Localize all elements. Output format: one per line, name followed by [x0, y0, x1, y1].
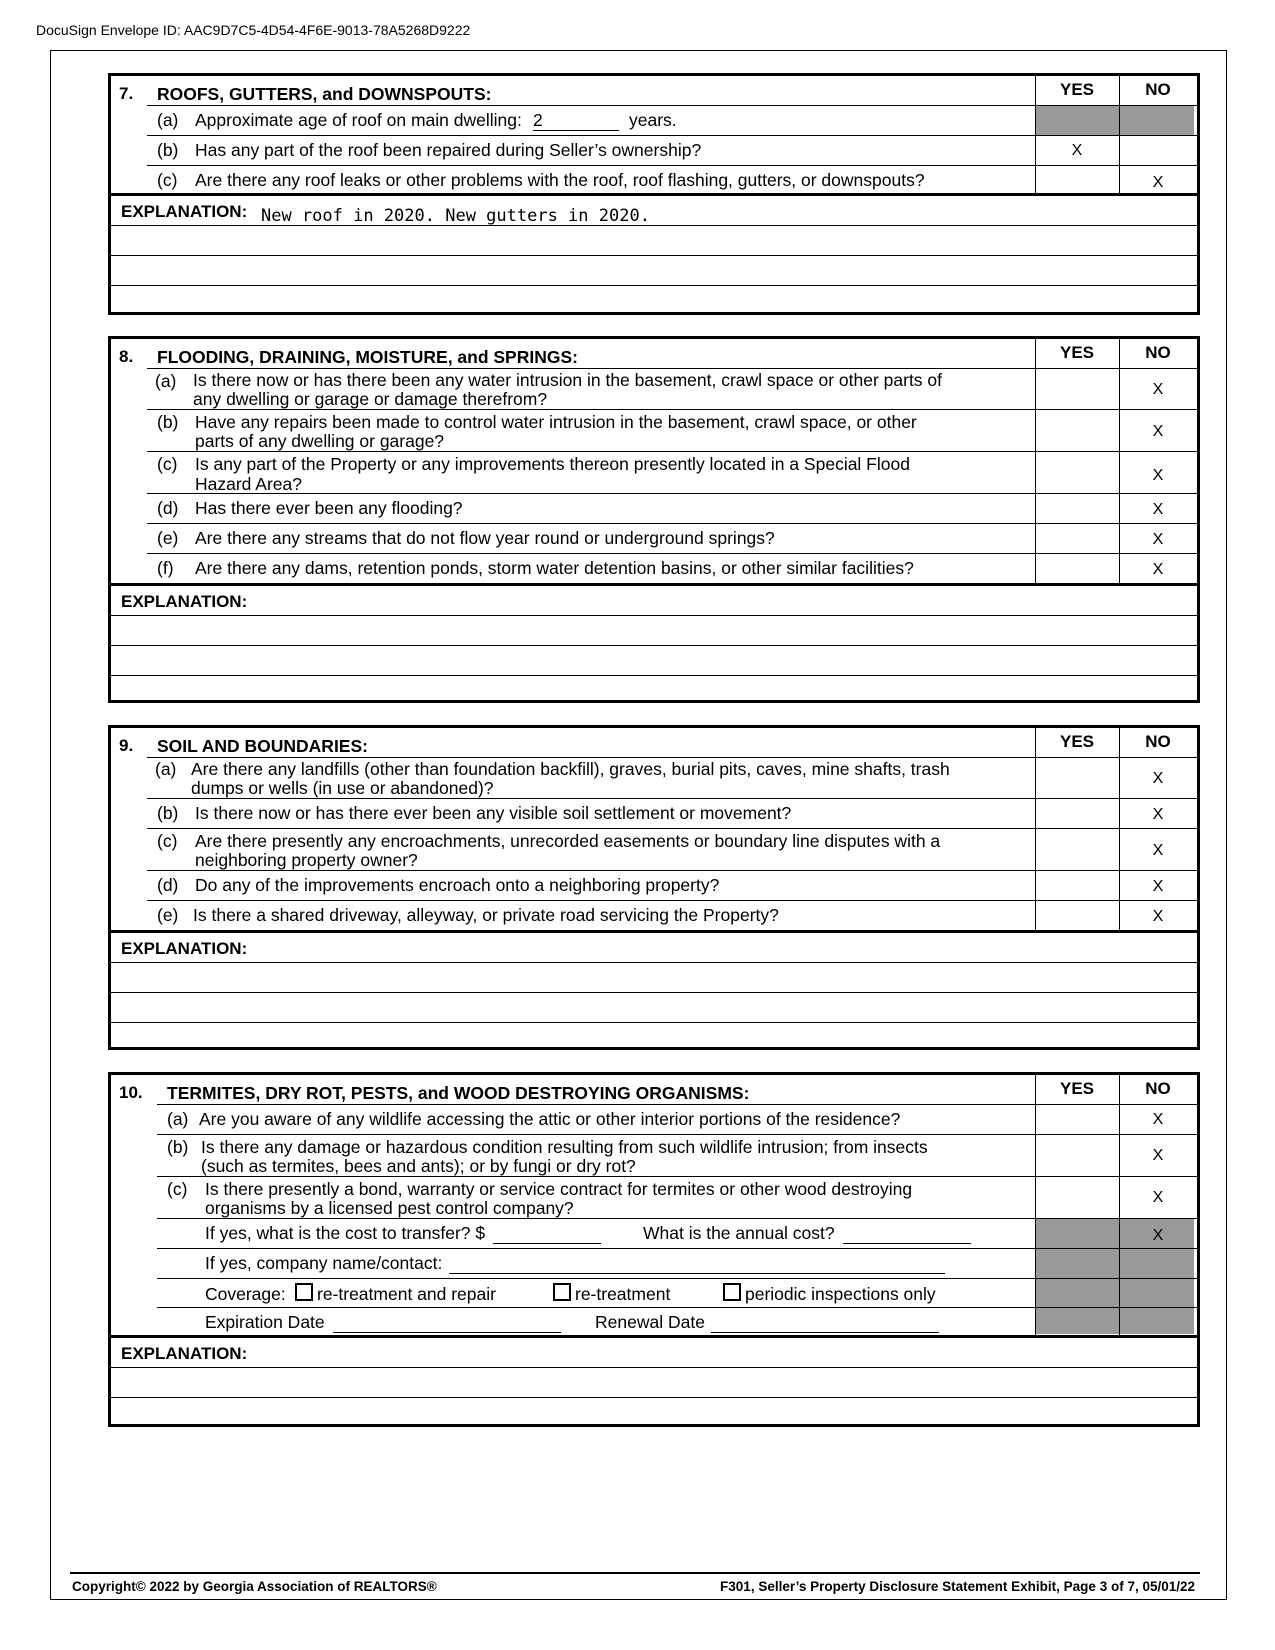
explanation-label: EXPLANATION:: [121, 1344, 248, 1363]
question-line: organisms by a licensed pest control company?: [205, 1198, 574, 1218]
section-title: TERMITES, DRY ROT, PESTS, and WOOD DESTROYING ORGANISMS:: [167, 1083, 750, 1103]
transfer-cost-label: If yes, what is the cost to transfer? $: [205, 1223, 486, 1243]
yes-header: YES: [1059, 1079, 1095, 1098]
item-letter: (b): [157, 140, 179, 160]
answer-no-mark[interactable]: X: [1152, 806, 1164, 823]
section-title: ROOFS, GUTTERS, and DOWNSPOUTS:: [157, 84, 492, 104]
coverage-option-periodic-inspections[interactable]: [723, 1283, 936, 1304]
roof-leaks-question: Are there any roof leaks or other problems with the roof, roof flashing, gutters, or downspouts?: [195, 170, 925, 190]
checkbox-icon[interactable]: [723, 1283, 741, 1301]
no-header: NO: [1145, 1079, 1171, 1098]
question-line: Are you aware of any wildlife accessing the attic or other interior portions of the residence?: [199, 1109, 901, 1129]
section-number: 9.: [119, 736, 134, 755]
checkbox-icon[interactable]: [295, 1283, 313, 1301]
question-line: Has there ever been any flooding?: [195, 498, 463, 518]
section-9: [108, 725, 1200, 1050]
question-line: Is there now or has there ever been any visible soil settlement or movement?: [195, 803, 792, 823]
coverage-option-label: re-treatment: [575, 1284, 671, 1304]
item-letter: (b): [167, 1137, 189, 1157]
section-title: FLOODING, DRAINING, MOISTURE, and SPRINGS:: [157, 347, 578, 367]
footer-divider: [70, 1572, 1200, 1574]
question-line: parts of any dwelling or garage?: [195, 431, 445, 451]
question-line: Is there now or has there been any water intrusion in the basement, crawl space or other parts of: [193, 370, 943, 390]
roof-age-field[interactable]: 2: [533, 110, 619, 131]
answer-no-mark[interactable]: X: [1152, 878, 1164, 895]
checkbox-icon[interactable]: [553, 1283, 571, 1301]
answer-no-mark[interactable]: X: [1152, 1189, 1164, 1206]
item-letter: (a): [155, 371, 177, 391]
coverage-label: Coverage:: [205, 1284, 286, 1304]
footer-copyright: Copyright© 2022 by Georgia Association of REALTORS®: [72, 1579, 437, 1594]
coverage-option-retreatment-repair[interactable]: [295, 1283, 496, 1304]
question-line: neighboring property owner?: [195, 850, 418, 870]
question-line: Have any repairs been made to control water intrusion in the basement, crawl space, or other: [195, 412, 917, 432]
footer-form-id: F301, Seller’s Property Disclosure Statement Exhibit, Page 3 of 7, 05/01/22: [720, 1579, 1195, 1594]
answer-no-mark[interactable]: X: [1152, 842, 1164, 859]
answer-no-mark[interactable]: X: [1152, 423, 1164, 440]
no-header: NO: [1145, 80, 1171, 99]
roof-repaired-yes-mark[interactable]: X: [1071, 142, 1083, 159]
explanation-label: EXPLANATION:: [121, 202, 248, 221]
coverage-option-retreatment[interactable]: [553, 1283, 670, 1304]
item-letter: (c): [157, 831, 178, 851]
answer-no-mark[interactable]: X: [1152, 1111, 1164, 1128]
question-line: dumps or wells (in use or abandoned)?: [191, 778, 494, 798]
question-line: Is there any damage or hazardous condition resulting from such wildlife intrusion; from insects: [201, 1137, 928, 1157]
renewal-date-field[interactable]: [711, 1312, 939, 1333]
item-letter: (c): [167, 1179, 188, 1199]
item-letter: (a): [155, 759, 177, 779]
question-line: (such as termites, bees and ants); or by fungi or dry rot?: [201, 1156, 636, 1176]
answer-no-mark[interactable]: X: [1152, 1147, 1164, 1164]
answer-no-mark[interactable]: X: [1152, 1227, 1164, 1244]
question-line: Is there presently a bond, warranty or service contract for termites or other wood destroying: [205, 1179, 913, 1199]
coverage-option-label: re-treatment and repair: [317, 1284, 496, 1304]
no-header: NO: [1145, 732, 1171, 751]
yes-header: YES: [1059, 732, 1095, 751]
explanation-label: EXPLANATION:: [121, 592, 248, 611]
item-letter: (d): [157, 875, 179, 895]
item-letter: (c): [157, 454, 178, 474]
item-letter: (e): [157, 528, 179, 548]
section-10: [108, 1072, 1200, 1427]
section-8: [108, 336, 1200, 703]
roof-age-label: Approximate age of roof on main dwelling:: [195, 110, 522, 130]
question-line: Are there any streams that do not flow year round or underground springs?: [195, 528, 775, 548]
item-letter: (f): [157, 558, 174, 578]
explanation-label: EXPLANATION:: [121, 939, 248, 958]
question-line: Are there any dams, retention ponds, storm water detention basins, or other similar facilities?: [195, 558, 914, 578]
annual-cost-label: What is the annual cost?: [643, 1223, 835, 1243]
item-letter: (b): [157, 803, 179, 823]
question-line: any dwelling or garage or damage therefrom?: [193, 389, 548, 409]
question-line: Do any of the improvements encroach onto a neighboring property?: [195, 875, 720, 895]
section-number: 8.: [119, 347, 134, 366]
question-line: Are there presently any encroachments, unrecorded easements or boundary line disputes with a: [195, 831, 941, 851]
answer-no-mark[interactable]: X: [1152, 908, 1164, 925]
company-contact-field[interactable]: [449, 1253, 945, 1274]
item-letter: (e): [157, 905, 179, 925]
renewal-date-label: Renewal Date: [595, 1312, 705, 1332]
answer-no-mark[interactable]: X: [1152, 467, 1164, 484]
roof-repaired-question: Has any part of the roof been repaired during Seller’s ownership?: [195, 140, 702, 160]
annual-cost-field[interactable]: [843, 1223, 971, 1244]
yes-header: YES: [1059, 343, 1095, 362]
answer-no-mark[interactable]: X: [1152, 501, 1164, 518]
item-letter: (b): [157, 412, 179, 432]
item-letter: (c): [157, 170, 178, 190]
section-number: 10.: [119, 1083, 143, 1102]
roof-leaks-no-mark[interactable]: X: [1152, 174, 1164, 191]
item-letter: (a): [157, 110, 179, 130]
item-letter: (a): [167, 1109, 189, 1129]
answer-no-mark[interactable]: X: [1152, 381, 1164, 398]
transfer-cost-field[interactable]: [493, 1223, 601, 1244]
expiration-date-field[interactable]: [333, 1312, 561, 1333]
section-7: [108, 73, 1200, 315]
shaded-cell: [1036, 106, 1194, 135]
company-contact-label: If yes, company name/contact:: [205, 1253, 443, 1273]
section-title: SOIL AND BOUNDARIES:: [157, 736, 368, 756]
yes-header: YES: [1059, 80, 1095, 99]
question-line: Is there a shared driveway, alleyway, or private road servicing the Property?: [193, 905, 779, 925]
explanation-text[interactable]: New roof in 2020. New gutters in 2020.: [261, 206, 650, 226]
question-line: Are there any landfills (other than foundation backfill), graves, burial pits, caves, mine shafts, trash: [191, 759, 950, 779]
years-label: years.: [629, 110, 677, 130]
question-line: Is any part of the Property or any improvements thereon presently located in a Special Flood: [195, 454, 910, 474]
item-letter: (d): [157, 498, 179, 518]
answer-no-mark[interactable]: X: [1152, 531, 1164, 548]
answer-no-mark[interactable]: X: [1152, 770, 1164, 787]
no-header: NO: [1145, 343, 1171, 362]
question-line: Hazard Area?: [195, 474, 303, 494]
section-number: 7.: [119, 84, 134, 103]
coverage-option-label: periodic inspections only: [745, 1284, 936, 1304]
envelope-id: DocuSign Envelope ID: AAC9D7C5-4D54-4F6E-9013-78A5268D9222: [36, 22, 471, 38]
answer-no-mark[interactable]: X: [1152, 561, 1164, 578]
expiration-date-label: Expiration Date: [205, 1312, 325, 1332]
